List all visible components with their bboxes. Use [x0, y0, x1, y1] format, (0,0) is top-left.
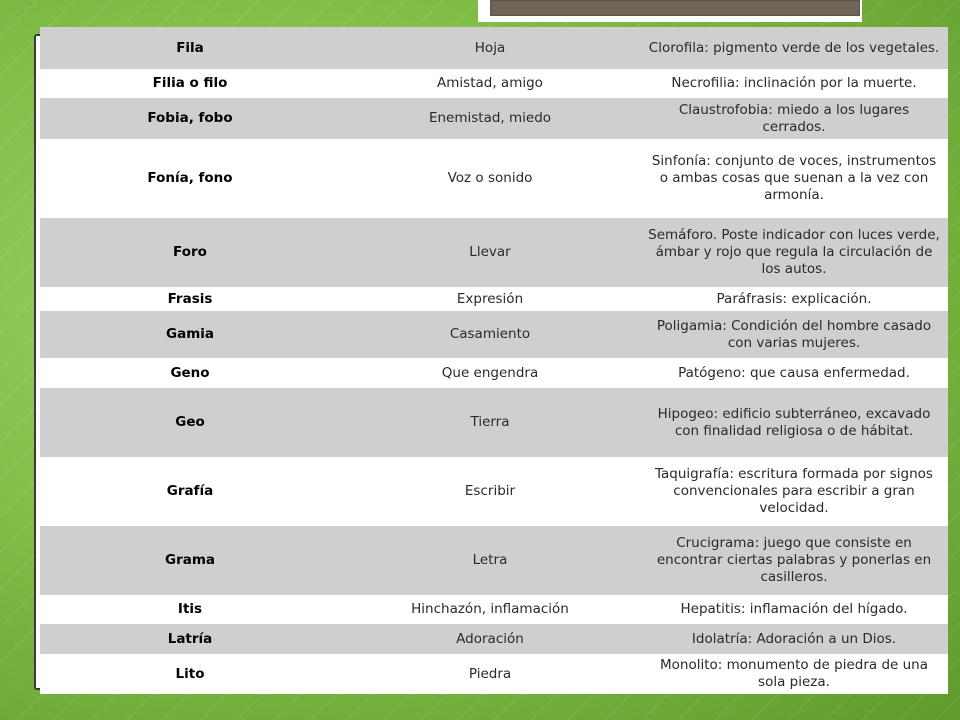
example-cell: Semáforo. Poste indicador con luces verde, ámbar y rojo que regula la circulación de los autos. [640, 218, 948, 287]
example-cell: Taquigrafía: escritura formada por signos convencionales para escribir a gran velocidad. [640, 457, 948, 526]
meaning-cell: Tierra [340, 388, 640, 457]
root-cell: Grafía [40, 457, 340, 526]
root-cell: Fonía, fono [40, 139, 340, 218]
root-cell: Foro [40, 218, 340, 287]
root-cell: Grama [40, 526, 340, 595]
root-cell: Itis [40, 595, 340, 624]
root-cell: Gamia [40, 311, 340, 358]
table-row [40, 69, 948, 98]
table-row [40, 624, 948, 654]
meaning-cell: Letra [340, 526, 640, 595]
meaning-cell: Piedra [340, 654, 640, 694]
meaning-cell: Expresión [340, 287, 640, 311]
meaning-cell: Enemistad, miedo [340, 98, 640, 139]
root-cell: Fila [40, 27, 340, 69]
meaning-cell: Hinchazón, inflamación [340, 595, 640, 624]
root-cell: Latría [40, 624, 340, 654]
root-cell: Frasis [40, 287, 340, 311]
roots-table [40, 27, 948, 694]
meaning-cell: Escribir [340, 457, 640, 526]
table-row [40, 27, 948, 69]
meaning-cell: Adoración [340, 624, 640, 654]
example-cell: Necrofilia: inclinación por la muerte. [640, 69, 948, 98]
table-row [40, 595, 948, 624]
meaning-cell: Casamiento [340, 311, 640, 358]
table-row [40, 287, 948, 311]
table-row [40, 388, 948, 457]
root-cell: Fobia, fobo [40, 98, 340, 139]
table-row [40, 139, 948, 218]
top-picture [490, 0, 860, 16]
example-cell: Idolatría: Adoración a un Dios. [640, 624, 948, 654]
table-row [40, 358, 948, 388]
table-row [40, 311, 948, 358]
example-cell: Clorofila: pigmento verde de los vegetales. [640, 27, 948, 69]
root-cell: Filia o filo [40, 69, 340, 98]
table-row [40, 526, 948, 595]
table-row [40, 218, 948, 287]
example-cell: Patógeno: que causa enfermedad. [640, 358, 948, 388]
example-cell: Sinfonía: conjunto de voces, instrumentos o ambas cosas que suenan a la vez con armonía. [640, 139, 948, 218]
meaning-cell: Voz o sonido [340, 139, 640, 218]
meaning-cell: Amistad, amigo [340, 69, 640, 98]
example-cell: Paráfrasis: explicación. [640, 287, 948, 311]
example-cell: Hepatitis: inflamación del hígado. [640, 595, 948, 624]
meaning-cell: Hoja [340, 27, 640, 69]
example-cell: Claustrofobia: miedo a los lugares cerrados. [640, 98, 948, 139]
table-row [40, 98, 948, 139]
table-row [40, 457, 948, 526]
example-cell: Hipogeo: edificio subterráneo, excavado con finalidad religiosa o de hábitat. [640, 388, 948, 457]
root-cell: Geno [40, 358, 340, 388]
root-cell: Geo [40, 388, 340, 457]
example-cell: Monolito: monumento de piedra de una sola pieza. [640, 654, 948, 694]
root-cell: Lito [40, 654, 340, 694]
roots-table-body [40, 27, 948, 694]
meaning-cell: Que engendra [340, 358, 640, 388]
meaning-cell: Llevar [340, 218, 640, 287]
table-row [40, 654, 948, 694]
example-cell: Crucigrama: juego que consiste en encontrar ciertas palabras y ponerlas en casilleros. [640, 526, 948, 595]
example-cell: Poligamia: Condición del hombre casado con varias mujeres. [640, 311, 948, 358]
